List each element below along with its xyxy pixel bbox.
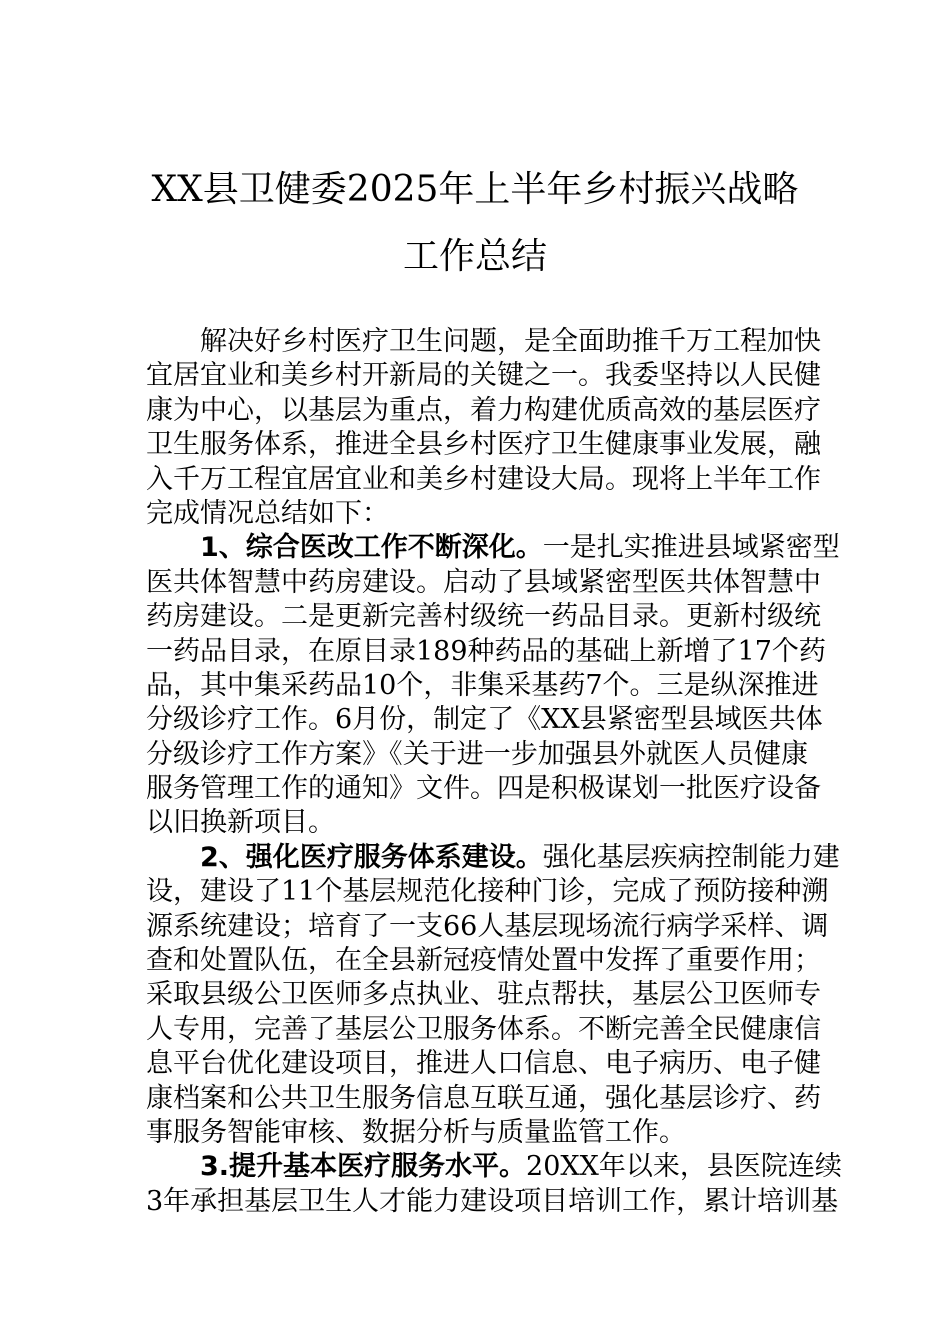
section-2-first-line bbox=[146, 841, 840, 875]
intro-line: 康为中心，以基层为重点，着力构建优质高效的基层医疗 bbox=[146, 394, 821, 426]
section-2-line: 查和处置队伍，在全县新冠疫情处置中发挥了重要作用； bbox=[146, 945, 821, 977]
section-1-line: 品，其中集采药品10个，非集采基药7个。三是纵深推进 bbox=[146, 669, 819, 701]
section-1-line: 药房建设。二是更新完善村级统一药品目录。更新村级统 bbox=[146, 601, 821, 633]
section-1-first-line bbox=[146, 531, 840, 565]
section-3-heading: 3.提升基本医疗服务水平。 bbox=[200, 1151, 527, 1183]
intro-line: 完成情况总结如下： bbox=[146, 497, 389, 529]
document-body bbox=[146, 325, 842, 1219]
section-1-line: 分级诊疗工作。6月份，制定了《XX县紧密型县域医共体 bbox=[146, 704, 823, 736]
intro-line: 卫生服务体系，推进全县乡村医疗卫生健康事业发展，融 bbox=[146, 429, 821, 461]
section-1-line: 医共体智慧中药房建设。启动了县域紧密型医共体智慧中 bbox=[146, 566, 821, 598]
section-1-line: 一药品目录，在原目录189种药品的基础上新增了17个药 bbox=[146, 635, 826, 667]
section-2-line: 息平台优化建设项目，推进人口信息、电子病历、电子健 bbox=[146, 1048, 821, 1080]
section-1-line: 以旧换新项目。 bbox=[146, 807, 335, 839]
section-1-heading: 1、综合医改工作不断深化。 bbox=[200, 532, 543, 564]
section-1-first-line-text: 一是扎实推进县域紧密型 bbox=[542, 532, 840, 564]
section-1-line: 分级诊疗工作方案》《关于进一步加强县外就医人员健康 bbox=[146, 738, 808, 770]
section-2-line: 采取县级公卫医师多点执业、驻点帮扶，基层公卫医师专 bbox=[146, 979, 821, 1011]
section-2-first-line-text: 强化基层疾病控制能力建 bbox=[542, 841, 840, 873]
section-3-first-line-text: 20XX年以来，县医院连续 bbox=[526, 1151, 842, 1183]
intro-line: 解决好乡村医疗卫生问题，是全面助推千万工程加快 bbox=[200, 326, 821, 357]
section-3-line: 3年承担基层卫生人才能力建设项目培训工作，累计培训基 bbox=[146, 1185, 839, 1217]
document-title-line-2: 工作总结 bbox=[402, 236, 547, 277]
intro-line: 入千万工程宜居宜业和美乡村建设大局。现将上半年工作 bbox=[146, 463, 821, 495]
section-3-first-line bbox=[146, 1150, 842, 1184]
section-2-heading: 2、强化医疗服务体系建设。 bbox=[200, 841, 543, 873]
section-2-line: 康档案和公共卫生服务信息互联互通，强化基层诊疗、药 bbox=[146, 1082, 821, 1114]
section-1-line: 服务管理工作的通知》文件。四是积极谋划一批医疗设备 bbox=[146, 773, 821, 805]
section-2-line: 源系统建设；培育了一支66人基层现场流行病学采样、调 bbox=[146, 910, 829, 942]
section-2-line: 事服务智能审核、数据分析与质量监管工作。 bbox=[146, 1116, 686, 1148]
intro-line: 宜居宜业和美乡村开新局的关键之一。我委坚持以人民健 bbox=[146, 360, 821, 392]
section-2-line: 设，建设了11个基层规范化接种门诊，完成了预防接种溯 bbox=[146, 876, 829, 908]
section-2-line: 人专用，完善了基层公卫服务体系。不断完善全民健康信 bbox=[146, 1013, 821, 1045]
document-title-line-1: XX县卫健委2025年上半年乡村振兴战略 bbox=[151, 169, 799, 210]
